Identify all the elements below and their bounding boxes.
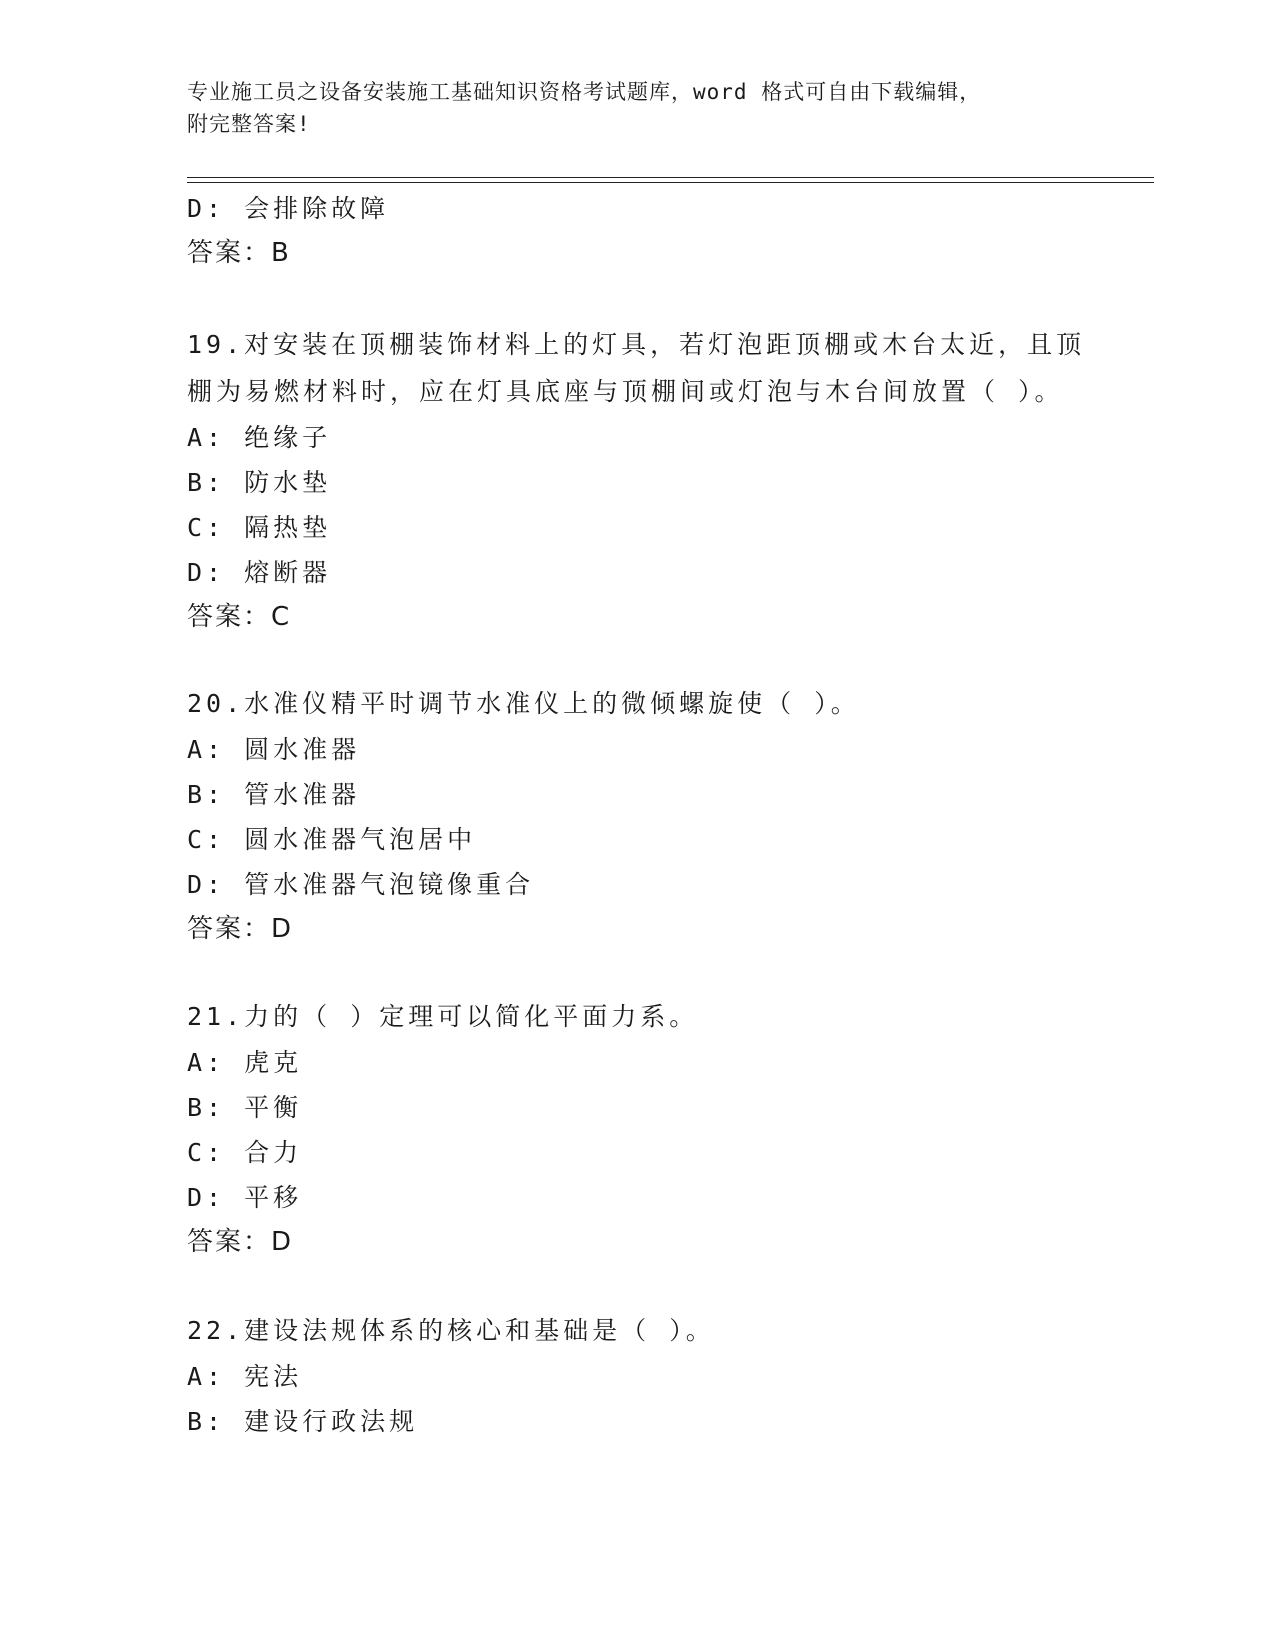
- question-20: [187, 680, 1107, 952]
- option-b: B: 防水垫: [187, 468, 332, 497]
- option-a: A: 宪法: [187, 1362, 303, 1391]
- page-header: [187, 76, 1107, 140]
- question-stem: 19.对安装在顶棚装饰材料上的灯具，若灯泡距顶棚或木台太近，且顶: [187, 330, 1086, 359]
- header-line-2: 附完整答案!: [187, 112, 311, 136]
- question-stem: 21.力的（ ）定理可以简化平面力系。: [187, 1002, 699, 1031]
- option-b: B: 管水准器: [187, 780, 361, 809]
- header-line-1: 专业施工员之设备安装施工基础知识资格考试题库，word 格式可自由下载编辑，: [187, 80, 982, 104]
- question-19: [187, 321, 1107, 640]
- option-d: D: 会排除故障: [187, 194, 390, 223]
- header-divider-bottom: [187, 182, 1154, 183]
- option-a: A: 虎克: [187, 1048, 303, 1077]
- answer: 答案：D: [187, 914, 294, 944]
- option-a: A: 圆水准器: [187, 735, 361, 764]
- question-22: [187, 1307, 1107, 1444]
- option-b: B: 平衡: [187, 1093, 303, 1122]
- option-d: D: 熔断器: [187, 558, 332, 587]
- option-c: C: 圆水准器气泡居中: [187, 825, 477, 854]
- previous-question-tail: [187, 186, 1107, 276]
- question-stem: 22.建设法规体系的核心和基础是（ ）。: [187, 1316, 715, 1345]
- option-b: B: 建设行政法规: [187, 1407, 419, 1436]
- question-21: [187, 993, 1107, 1265]
- answer: 答案：B: [187, 238, 291, 268]
- option-c: C: 合力: [187, 1138, 303, 1167]
- option-c: C: 隔热垫: [187, 513, 332, 542]
- question-stem: 20.水准仪精平时调节水准仪上的微倾螺旋使（ ）。: [187, 689, 860, 718]
- header-divider-top: [187, 177, 1154, 178]
- option-d: D: 平移: [187, 1183, 303, 1212]
- answer: 答案：C: [187, 602, 292, 632]
- question-stem-continued: 棚为易燃材料时，应在灯具底座与顶棚间或灯泡与木台间放置（ ）。: [187, 377, 1064, 406]
- answer: 答案：D: [187, 1227, 294, 1257]
- option-d: D: 管水准器气泡镜像重合: [187, 870, 535, 899]
- option-a: A: 绝缘子: [187, 423, 332, 452]
